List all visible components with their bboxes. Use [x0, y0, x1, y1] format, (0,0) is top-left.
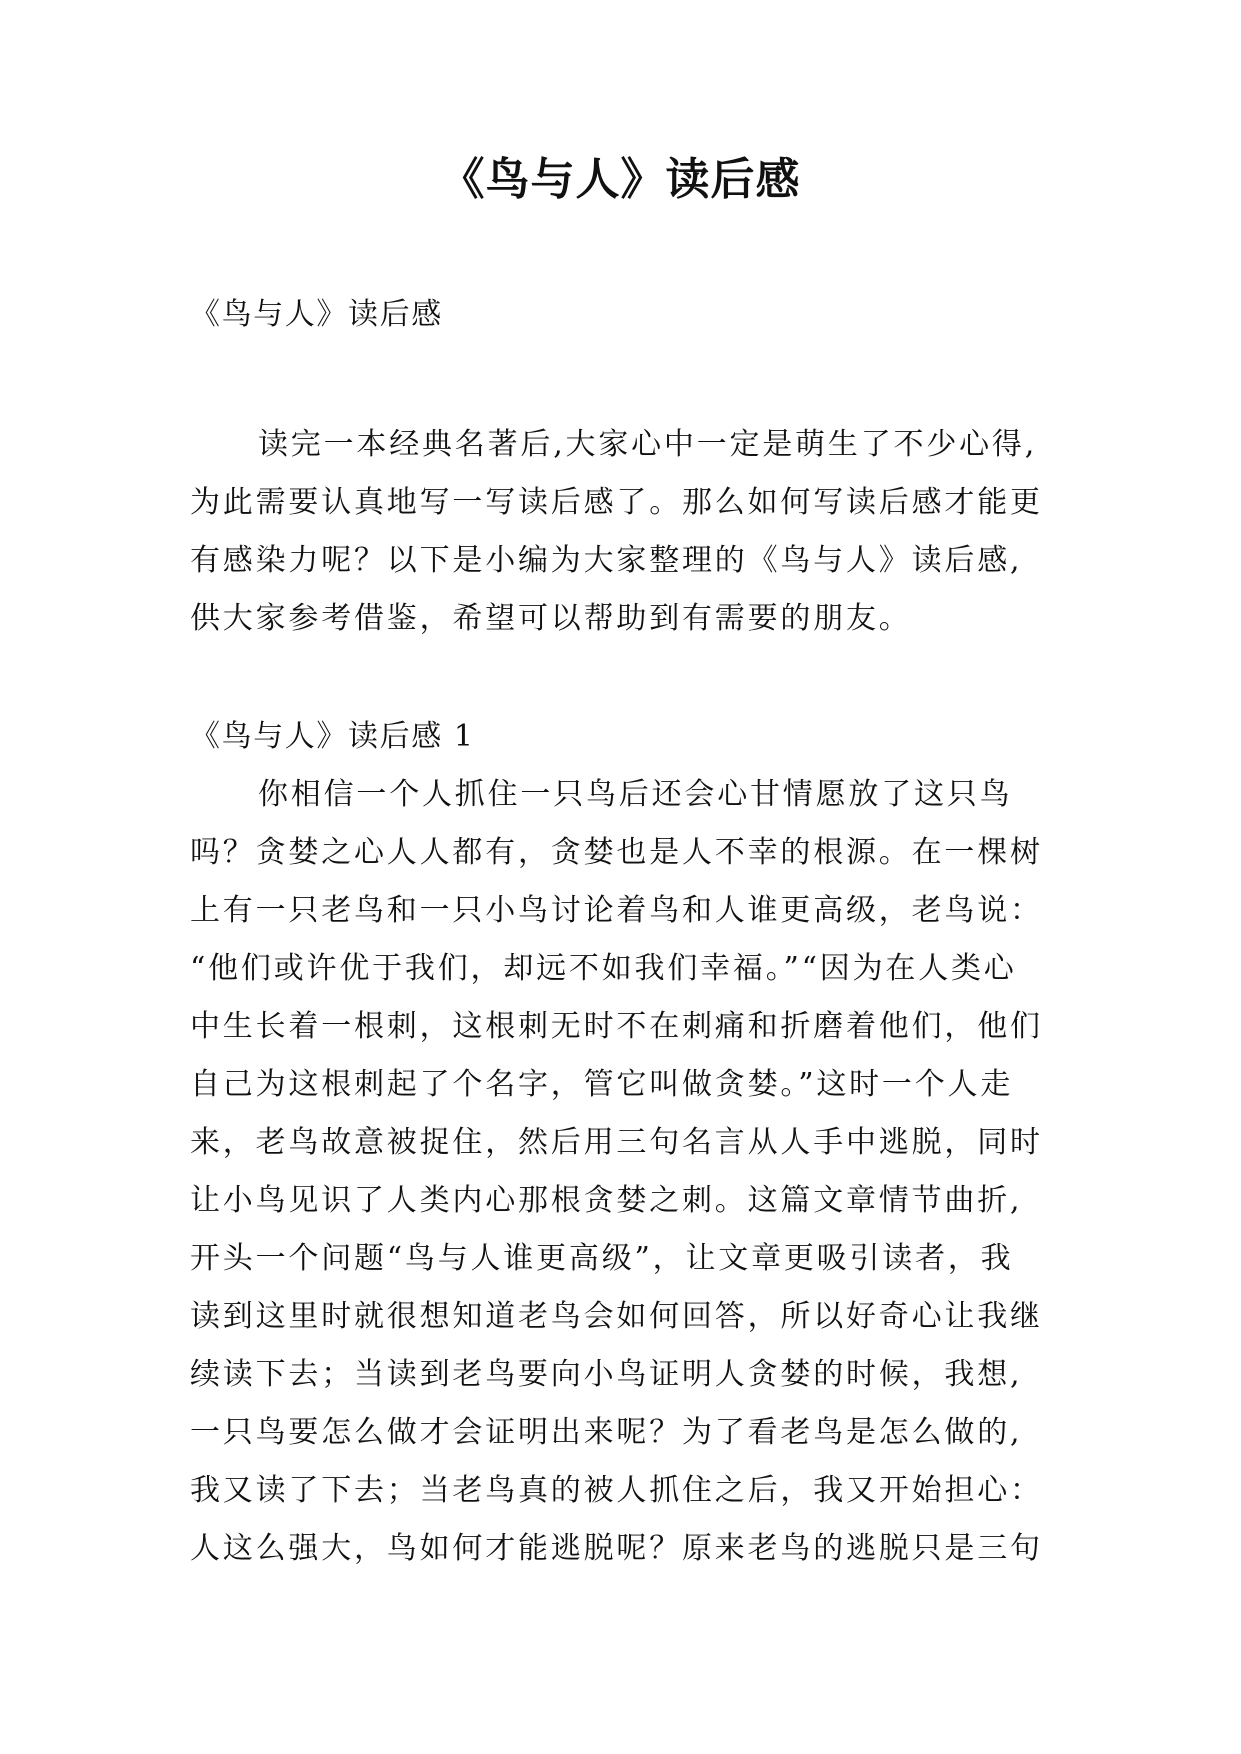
body-line: 续读下去；当读到老鸟要向小鸟证明人贪婪的时候，我想, [190, 1357, 1023, 1392]
body-line: “他们或许优于我们，却远不如我们幸福。”“因为在人类心 [190, 951, 1017, 986]
body-line: 自己为这根刺起了个名字，管它叫做贪婪。”这时一个人走 [190, 1067, 1014, 1102]
section-heading: 《鸟与人》读后感 1 [190, 719, 475, 754]
body-line: 你相信一个人抓住一只鸟后还会心甘情愿放了这只鸟 [258, 777, 1013, 812]
body-line: 我又读了下去；当老鸟真的被人抓住之后，我又开始担心： [190, 1473, 1043, 1508]
intro-line: 读完一本经典名著后,大家心中一定是萌生了不少心得, [258, 427, 1038, 462]
intro-line: 为此需要认真地写一写读后感了。那么如何写读后感才能更 [190, 485, 1043, 520]
body-line: 人这么强大，鸟如何才能逃脱呢？原来老鸟的逃脱只是三句 [190, 1531, 1043, 1566]
body-line: 一只鸟要怎么做才会证明出来呢？为了看老鸟是怎么做的, [190, 1415, 1023, 1450]
document-title: 《鸟与人》读后感 [440, 154, 801, 205]
body-line: 吗？贪婪之心人人都有，贪婪也是人不幸的根源。在一棵树 [190, 835, 1043, 870]
body-line: 让小鸟见识了人类内心那根贪婪之刺。这篇文章情节曲折, [190, 1183, 1023, 1218]
body-line: 中生长着一根刺，这根刺无时不在刺痛和折磨着他们，他们 [190, 1009, 1043, 1044]
intro-line: 供大家参考借鉴，希望可以帮助到有需要的朋友。 [190, 601, 912, 636]
body-line: 开头一个问题“鸟与人谁更高级”，让文章更吸引读者，我 [190, 1241, 1014, 1276]
body-line: 读到这里时就很想知道老鸟会如何回答，所以好奇心让我继 [190, 1299, 1043, 1334]
spacer [190, 648, 1070, 708]
body-line: 来，老鸟故意被捉住，然后用三句名言从人手中逃脱，同时 [190, 1125, 1043, 1160]
body-line: 上有一只老鸟和一只小鸟讨论着鸟和人谁更高级，老鸟说： [190, 893, 1043, 928]
spacer [190, 344, 1070, 416]
intro-line: 有感染力呢？以下是小编为大家整理的《鸟与人》读后感, [190, 543, 1023, 578]
subtitle: 《鸟与人》读后感 [190, 297, 443, 332]
document-body [190, 286, 1070, 1578]
